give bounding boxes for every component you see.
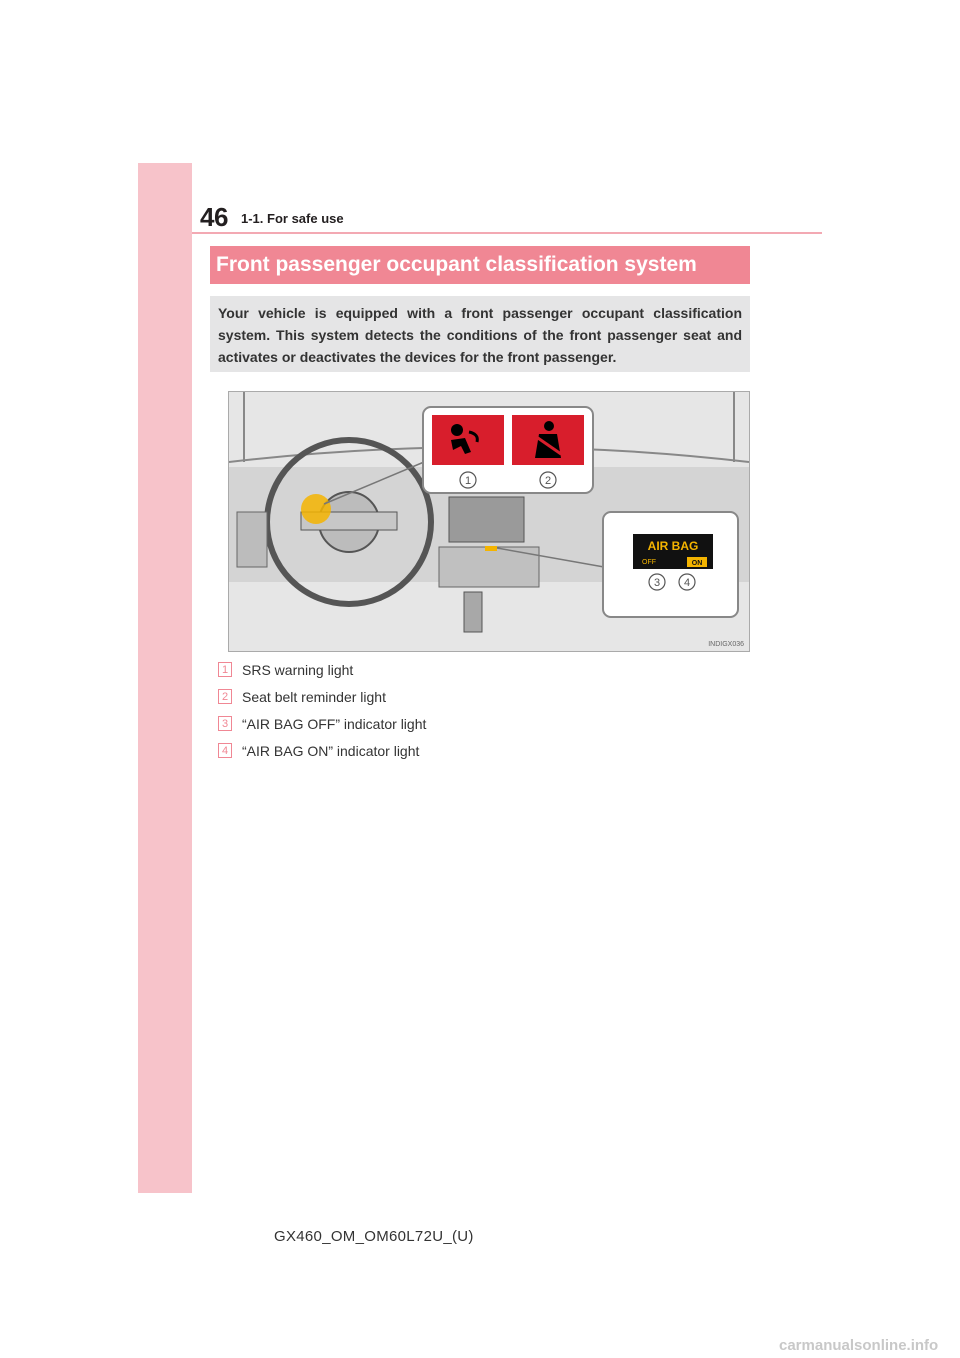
- on-label: ON: [691, 560, 703, 567]
- section-label: 1-1. For safe use: [241, 211, 344, 226]
- document-code: GX460_OM_OM60L72U_(U): [274, 1228, 474, 1245]
- dashboard-illustration: [228, 391, 750, 652]
- air-bag-label: AIR BAG: [647, 539, 699, 553]
- legend-list: [218, 656, 426, 764]
- image-code: INDIGX036: [708, 641, 744, 648]
- number-badge: 3: [218, 716, 232, 731]
- off-label: OFF: [642, 559, 656, 566]
- legend-text: Seat belt reminder light: [242, 688, 386, 705]
- svg-text:1: 1: [464, 475, 472, 487]
- watermark: carmanualsonline.info: [779, 1337, 939, 1354]
- legend-text: “AIR BAG OFF” indicator light: [242, 715, 427, 732]
- intro-text: Your vehicle is equipped with a front passenger occupant classification system. This system detects the conditions of the front passenger seat and activates or deactivates the devices for the front passenger.: [210, 296, 750, 372]
- svg-text:2: 2: [544, 475, 552, 487]
- header-rule: [192, 232, 822, 234]
- number-badge: 1: [218, 662, 232, 677]
- number-badge: 4: [218, 743, 232, 758]
- page-number: 46: [200, 202, 228, 232]
- section-title: Front passenger occupant classification system: [210, 246, 750, 284]
- legend-text: SRS warning light: [242, 661, 354, 678]
- side-strip: [138, 163, 192, 1193]
- dashboard-drawing: [229, 392, 749, 651]
- number-badge: 2: [218, 689, 232, 704]
- list-item: [218, 656, 426, 683]
- list-item: [218, 683, 426, 710]
- list-item: [218, 710, 426, 737]
- svg-text:4: 4: [683, 577, 691, 589]
- svg-text:3: 3: [653, 577, 661, 589]
- list-item: [218, 737, 426, 764]
- legend-text: “AIR BAG ON” indicator light: [242, 742, 420, 759]
